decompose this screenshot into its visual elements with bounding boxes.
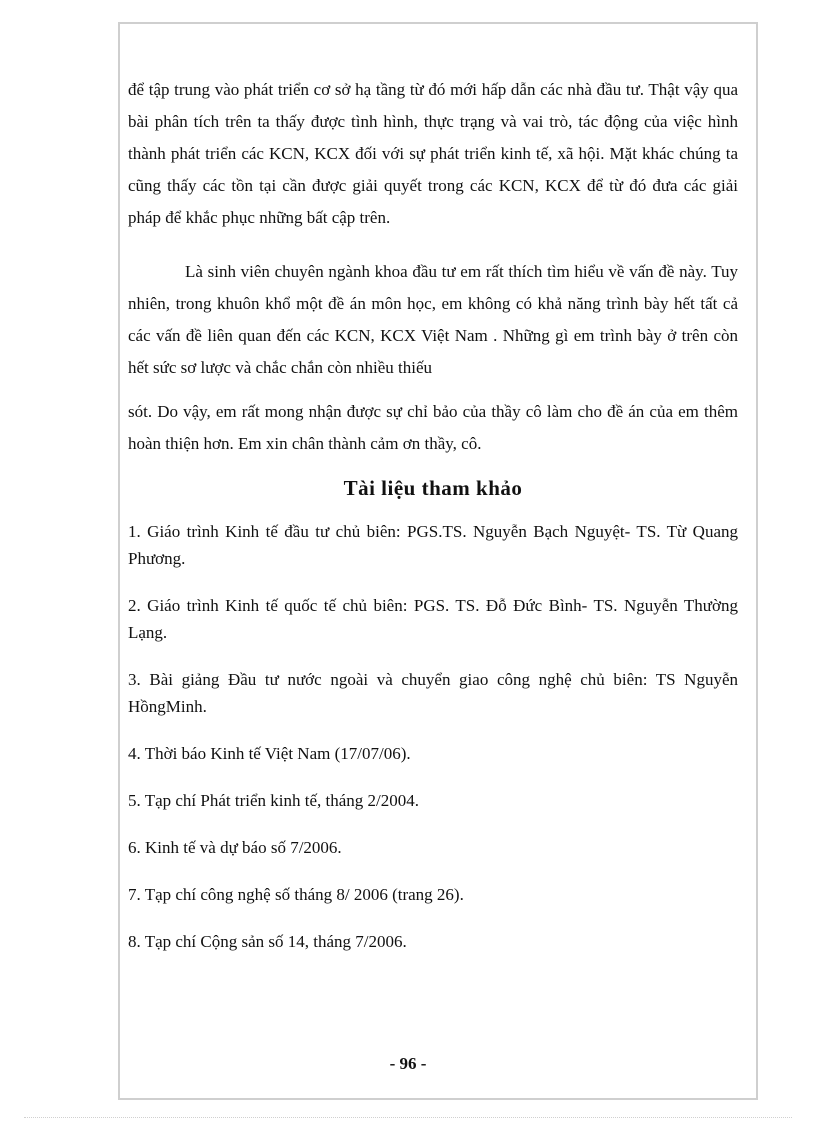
reference-item-3: 3. Bài giảng Đầu tư nước ngoài và chuyển giao công nghệ chủ biên: TS Nguyễn HồngMinh.	[128, 670, 738, 716]
body-paragraph-3: sót. Do vậy, em rất mong nhận được sự chỉ bảo của thầy cô làm cho đề án của em thêm hoàn thiện hơn. Em xin chân thành cảm ơn thầy, cô.	[128, 402, 738, 453]
document-content	[128, 74, 738, 975]
page-bottom-divider	[24, 1117, 792, 1118]
page-number: - 96 -	[389, 1054, 427, 1073]
body-paragraph-2: Là sinh viên chuyên ngành khoa đầu tư em rất thích tìm hiểu về vấn đề này. Tuy nhiên, trong khuôn khổ một đề án môn học, em không có khả năng trình bày hết tất cả các vấn đề liên quan đến các KCN, KCX Việt Nam . Những gì em trình bày ở trên còn hết sức sơ lược và chắc chắn còn nhiều thiếu	[128, 262, 738, 377]
reference-item-2: 2. Giáo trình Kinh tế quốc tế chủ biên: PGS. TS. Đỗ Đức Bình- TS. Nguyễn Thường Lạng.	[128, 596, 738, 642]
references-list	[128, 518, 738, 955]
references-heading: Tài liệu tham khảo	[343, 476, 523, 500]
reference-item-6: 6. Kinh tế và dự báo số 7/2006.	[128, 838, 342, 857]
reference-item-8: 8. Tạp chí Cộng sản số 14, tháng 7/2006.	[128, 932, 407, 951]
reference-item-4: 4. Thời báo Kinh tế Việt Nam (17/07/06).	[128, 744, 411, 763]
reference-item-1: 1. Giáo trình Kinh tế đầu tư chủ biên: PGS.TS. Nguyễn Bạch Nguyệt- TS. Từ Quang Phương.	[128, 522, 738, 568]
reference-item-7: 7. Tạp chí công nghệ số tháng 8/ 2006 (trang 26).	[128, 885, 464, 904]
reference-item-5: 5. Tạp chí Phát triển kinh tế, tháng 2/2004.	[128, 791, 420, 810]
body-paragraph-1: để tập trung vào phát triển cơ sở hạ tầng từ đó mới hấp dẫn các nhà đầu tư. Thật vậy qua bài phân tích trên ta thấy được tình hình, thực trạng và vai trò, tác động của việc hình thành phát triển các KCN, KCX đối với sự phát triển kinh tế, xã hội. Mặt khác chúng ta cũng thấy các tồn tại cần được giải quyết trong các KCN, KCX để từ đó đưa các giải pháp để khắc phục những bất cập trên.	[128, 80, 738, 227]
